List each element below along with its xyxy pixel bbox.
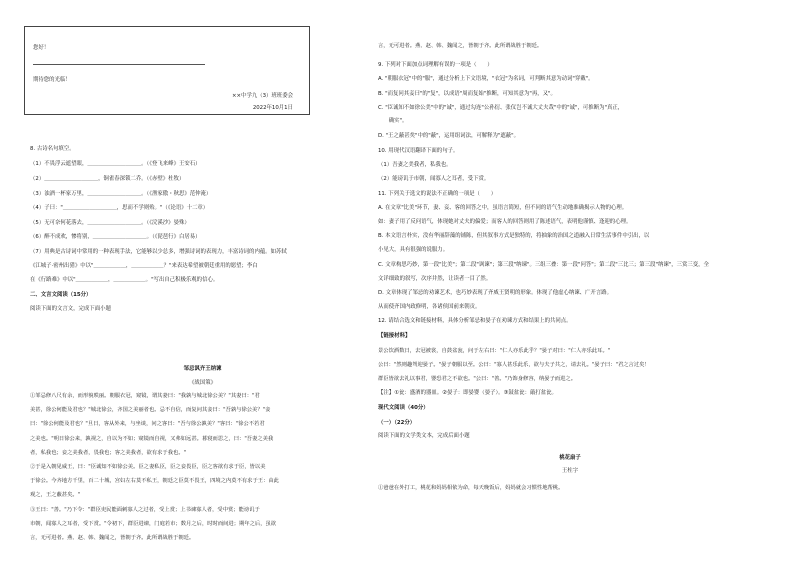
passage-source: 《战国策》 bbox=[189, 380, 216, 386]
question-line: （6）醉不成欢，惨将别，＿＿＿＿＿＿＿＿＿＿。（《琵琶行》白居易） bbox=[30, 234, 201, 240]
question-line: （1）吾妻之美我者，私我也。 bbox=[378, 162, 452, 168]
question-line: 《江城子·密州出猎》中以"＿＿＿＿＿＿，＿＿＿＿＿＿？"来表达希望被朝廷重用的愿望；李白 bbox=[30, 263, 258, 269]
letter-line2: 期待您的光临！ bbox=[33, 77, 71, 83]
article-author: 王柱字 bbox=[561, 468, 579, 474]
question-line: 11. 下列关于选文的说法不正确的一项是（ ） bbox=[378, 191, 497, 197]
passage-line: 言，无可进者。燕、赵、韩、魏闻之，皆朝于齐。此所谓战胜于朝廷。 bbox=[378, 43, 543, 49]
letter-blank-line bbox=[33, 64, 205, 65]
passage-line: 景公饮酒数日，去冠被裳，自鼓盆瓮，问于左右曰："仁人亦乐此乎？"晏子对曰："仁人亦乐此耳。" bbox=[378, 348, 611, 354]
passage-line: 者，私我也；妾之美我者，畏我也；客之美我者，欲有求于我也。" bbox=[30, 449, 187, 456]
section-heading: 二、文言文阅读（15分） bbox=[30, 292, 92, 298]
passage-line: ①邹忌修八尺有余，而形貌昳丽。朝服衣冠，窥镜，谓其妻曰："我孰与城北徐公美？"其妻曰："君 bbox=[30, 393, 260, 399]
question-line: 【注】①瓮：盛酒的器皿。②晏子：即晏婴（晏子）。③鼓盆瓮：敲打盆瓮。 bbox=[378, 390, 557, 396]
passage-line: 美甚，徐公何能及君也？"城北徐公，齐国之美丽者也。忌不自信，而复问其妾曰："吾孰与徐公美？"妾 bbox=[30, 407, 271, 414]
question-line: A. 在文章"比美"环节，妻、妾、客的回答之中，虽语言简短，但不同的语气生动地准确揭示人物的心理。 bbox=[378, 205, 628, 211]
question-line: 阅读下面的文学类文本，完成后面小题 bbox=[378, 433, 470, 439]
question-line: 10. 用现代汉语翻译下面的句子。 bbox=[378, 148, 459, 154]
question-line: 文详细致的叙写，次序井然，让读者一目了然。 bbox=[378, 276, 492, 282]
passage-line: 言，无可进者。燕、赵、韩、魏闻之，皆朝于齐。此所谓战胜于朝廷。 bbox=[30, 535, 195, 541]
question-line: 阅读下面的文言文，完成下面小题 bbox=[30, 306, 111, 312]
passage-title: 邹忌讽齐王纳谏 bbox=[183, 366, 222, 372]
passage-line: 之美也。"明日徐公来，孰视之，自以为不如；窥镜而自视，又弗如远甚。暮寝而思之，曰："吾妻之美我 bbox=[30, 435, 274, 442]
question-line: D. "王之蔽甚矣"中的"蔽"，运用组词法，可解释为"遮蔽"。 bbox=[378, 133, 520, 139]
passage-line: 于徐公。今齐地方千里，百二十城，宫妇左右莫不私王，朝廷之臣莫不畏王，四境之内莫不有求于王：由此 bbox=[30, 478, 279, 485]
letter-sender: ××中学九（3）班班委会 bbox=[232, 93, 293, 99]
question-line: C. "臣诚知不如徐公美"中的"诚"，通过勾连"公孙衍、张仪岂不诚大丈夫哉"中的"诚"，可推断为"真正， bbox=[378, 105, 624, 111]
invitation-letter-box bbox=[24, 26, 310, 115]
question-line: 小见大，具有很强的说服力。 bbox=[378, 247, 449, 253]
question-line: B. 本文语言朴实，没有华丽辞藻的铺陈，但其叙事方式是独特的，将抽象的治国之道融入日常生活事件中引出，以 bbox=[378, 233, 650, 239]
question-line: A. "朝服衣冠"中的"服"，通过分析上下文语境，"衣冠"为名词，可判断其意为动词"穿戴"。 bbox=[378, 76, 594, 82]
letter-greeting: 您好！ bbox=[33, 45, 50, 51]
passage-line: ②于是入朝见威王，曰："臣诚知不如徐公美。臣之妻私臣，臣之妾畏臣，臣之客欲有求于臣，皆以美 bbox=[30, 464, 266, 470]
question-line: C. 文章构思巧妙，第一段"比美"；第二段"讽谏"；第三段"纳谏"。三组三叠：第一段"问答"；第二段"三比三；第三段"纳谏"，三赏三变，全 bbox=[378, 262, 709, 268]
question-line: 12. 请结合选文和链接材料，具体分析邹忌和晏子在劝谏方式和结果上的共同点。 bbox=[378, 318, 572, 324]
question-line: （2）能谤讥于市朝，闻寡人之耳者，受下赏。 bbox=[378, 176, 490, 182]
question-line: （3）浊酒一杯家万里，＿＿＿＿＿＿＿＿＿＿。（《渔家傲・秋思》范仲淹） bbox=[30, 191, 212, 197]
question-line: B. "而复问其妾曰"的"复"，以成语"周而复始"推断，可知其意为"再，又"。 bbox=[378, 91, 556, 97]
letter-date: 2022年10月1日 bbox=[252, 105, 293, 111]
passage-line: 群臣皆欲去礼以事君，婴恐君之不欲也。"公曰："善。"乃饰身修容，纳晏子而进之。 bbox=[378, 376, 576, 382]
passage-line: 市朝，闻寡人之耳者，受下赏。"令初下，群臣进谏，门庭若市；数月之后，时时而间进；期年之后，虽欲 bbox=[30, 520, 277, 527]
link-material-heading: 【链接材料】 bbox=[378, 333, 411, 339]
question-line: D. 文章体现了邹忌的劝谏艺术，也巧妙表现了齐威王贤明的形象。体现了他虚心纳谏、广开言路。 bbox=[378, 290, 612, 296]
passage-line: 公曰："然则趣驾迎晏子。"晏子朝服以至。公曰："寡人甚乐此乐，欲与夫子共之，请去礼。"晏子曰："君之言过矣！ bbox=[378, 362, 650, 368]
question-line: 9. 下列对下面加点词理解有误的一项是（ ） bbox=[378, 62, 493, 68]
passage-line: ③王曰："善。"乃下令："群臣吏民能面刺寡人之过者，受上赏；上书谏寡人者，受中赏；能谤讥于 bbox=[30, 506, 260, 513]
section-heading: （一）（22分） bbox=[378, 420, 416, 426]
question-line: 从而使齐国内政修明，各诸侯国前来朝贡。 bbox=[378, 304, 481, 310]
question-line: （7）用典是古诗词中常用的一种表现手法，它能够以少总多，增强诗词的表现力，丰富诗词的内蕴。如苏轼 bbox=[30, 249, 287, 255]
question-line: （1）不畏浮云遮望眼，＿＿＿＿＿＿＿＿＿＿。（《登飞来峰》王安石） bbox=[30, 161, 201, 167]
question-line: （4）子曰："＿＿＿＿＿＿＿＿＿＿，思而不学则殆。"（《论语》十二章） bbox=[30, 205, 209, 211]
question-line: （2）＿＿＿＿＿＿＿＿＿＿，铜雀春深锁二乔。（《赤壁》杜牧） bbox=[30, 176, 185, 182]
section-heading: 现代文阅读（40分） bbox=[378, 405, 429, 411]
question-line: 8. 古诗名句填空。 bbox=[30, 146, 75, 152]
question-line: 如：妻子用了反问语气，体现她对丈夫的偏爱；而客人的回答则用了陈述语气，表明他谨慎、逢迎的心理。 bbox=[378, 219, 632, 225]
question-line: （5）无可奈何花落去，＿＿＿＿＿＿＿＿＿＿。（《浣溪沙》晏殊） bbox=[30, 220, 190, 226]
article-title: 桃花扇子 bbox=[559, 455, 581, 461]
passage-line: 观之，王之蔽甚矣。" bbox=[30, 492, 81, 499]
question-line: 在《行路难》中以"＿＿＿＿＿＿，＿＿＿＿＿＿。"写出自己积极乐观的信心。 bbox=[30, 277, 219, 283]
article-line: ①爸爸在外打工，桃花和妈妈相依为命，每天晚饭后，妈妈就会习惯性地帮桃。 bbox=[378, 485, 564, 491]
question-line: 确实"。 bbox=[378, 118, 408, 124]
passage-line: 曰："徐公何能及君也？"旦日，客从外来，与坐谈，问之客曰："吾与徐公孰美？"客曰："徐公不若君 bbox=[30, 421, 265, 428]
